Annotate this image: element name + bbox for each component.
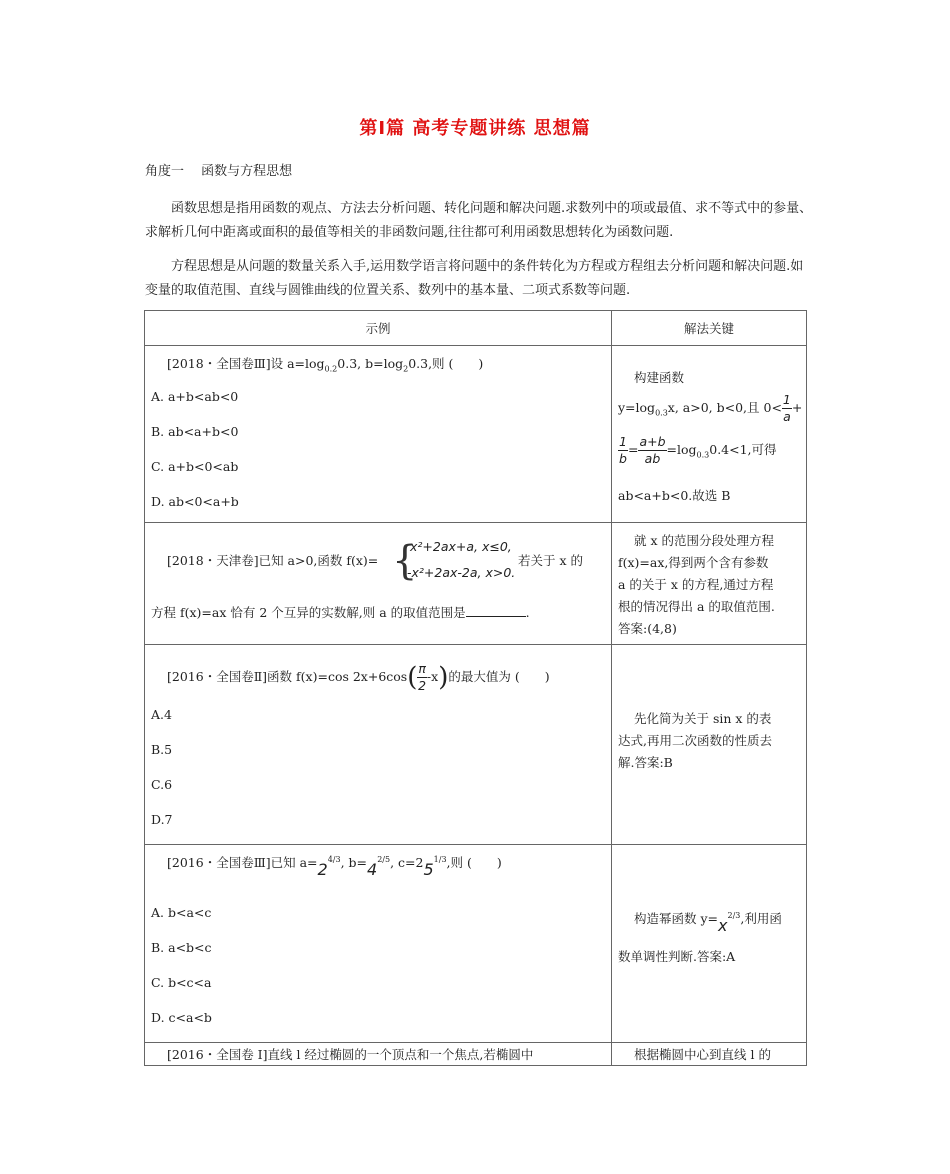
question-text: [2016・全国卷Ⅱ]函数 f(x)=cos 2x+6cos — [167, 669, 408, 684]
key-cell — [612, 1043, 806, 1065]
option-b: B. a<b<c — [151, 940, 212, 955]
option-c: C. a+b<0<ab — [151, 459, 239, 474]
key-line: f(x)=ax,得到两个含有参数 — [618, 555, 769, 570]
question-text: ,则 ( ) — [446, 855, 502, 870]
left-paren: ( — [407, 662, 418, 693]
fraction-numerator: π — [418, 661, 426, 676]
option-b: B. ab<a+b<0 — [151, 424, 239, 439]
option-d: D.7 — [151, 812, 173, 827]
key-line: 根据椭圆中心到直线 l 的 — [634, 1047, 771, 1062]
key-text: =log — [666, 442, 697, 457]
power-exponent: 1/3 — [433, 854, 447, 864]
table-row — [145, 845, 807, 1043]
fraction-denominator: b — [619, 451, 627, 466]
question-text: 方程 f(x)=ax 恰有 2 个互异的实数解,则 a 的取值范围是 — [151, 605, 466, 620]
option-a: A. b<a<c — [151, 905, 212, 920]
question-text: , b= — [340, 855, 368, 870]
key-cell — [612, 845, 806, 1042]
key-line: 构建函数 — [634, 370, 685, 385]
option-d: D. ab<0<a+b — [151, 494, 239, 509]
brace-symbol: { — [392, 538, 418, 584]
table-row — [145, 523, 807, 645]
answer-blank — [466, 604, 526, 617]
piecewise-case-1: x²+2ax+a, x≤0, — [410, 539, 512, 554]
question-text: . — [525, 605, 530, 620]
key-cell — [612, 645, 806, 844]
power-exponent: 2/5 — [377, 854, 391, 864]
key-line: 就 x 的范围分段处理方程 — [634, 533, 774, 548]
example-cell — [145, 346, 611, 522]
subscript: 0.2 — [324, 364, 338, 374]
key-text: y=log — [618, 400, 656, 415]
section-heading: 角度一 函数与方程思想 — [145, 164, 293, 179]
key-line: ab<a+b<0.故选 B — [618, 488, 731, 503]
key-line: 数单调性判断.答案:A — [618, 949, 736, 964]
table-row — [145, 645, 807, 845]
key-text: 构造幂函数 y= — [634, 911, 719, 926]
key-text: = — [627, 442, 639, 457]
key-line: a 的关于 x 的方程,通过方程 — [618, 577, 774, 592]
option-a: A.4 — [151, 707, 172, 722]
paragraph-function-thinking: 函数思想是指用函数的观点、方法去分析问题、转化问题和解决问题.求数列中的项或最值、求不等式中的参量、求解析几何中距离或面积的最值等相关的非函数问题,往往都可利用函数思想转化为函数问题. — [145, 201, 813, 240]
question-text: [2018・全国卷Ⅲ]设 a=log — [167, 356, 325, 371]
fraction-numerator: 1 — [619, 434, 627, 449]
key-cell — [612, 346, 806, 522]
example-cell — [145, 523, 611, 644]
question-text: 的最大值为 ( ) — [448, 669, 550, 684]
key-text: + — [791, 400, 803, 415]
power-base: 2 — [317, 860, 328, 879]
key-text: x, a>0, b<0,且 0< — [667, 400, 782, 415]
fraction-denominator: 2 — [418, 678, 427, 693]
paragraph-equation-thinking: 方程思想是从问题的数量关系入手,运用数学语言将问题中的条件转化为方程或方程组去分析问题和解决问题.如变量的取值范围、直线与圆锥曲线的位置关系、数列中的基本量、二项式系数等问题. — [145, 259, 804, 298]
power-base: x — [718, 916, 728, 935]
fraction-denominator: ab — [644, 451, 661, 466]
key-text: ,利用函 — [740, 911, 782, 926]
piecewise-case-2: -x²+2ax-2a, x>0. — [407, 565, 516, 580]
option-c: C.6 — [151, 777, 173, 792]
key-line: 先化简为关于 sin x 的表 — [634, 711, 772, 726]
key-line: 答案:(4,8) — [618, 621, 677, 636]
fraction-numerator: 1 — [782, 392, 791, 407]
example-cell — [145, 1043, 611, 1065]
right-paren: ) — [438, 662, 449, 693]
key-text: 0.4<1,可得 — [709, 442, 777, 457]
question-text: [2016・全国卷Ⅲ]已知 a= — [167, 855, 318, 870]
option-a: A. a+b<ab<0 — [151, 389, 239, 404]
question-text: [2016・全国卷 Ⅰ]直线 l 经过椭圆的一个顶点和一个焦点,若椭圆中 — [167, 1047, 534, 1062]
power-exponent: 4/3 — [327, 854, 341, 864]
subscript: 2 — [403, 364, 409, 374]
table-row — [145, 1043, 807, 1066]
option-b: B.5 — [151, 742, 173, 757]
key-line: 达式,再用二次函数的性质去 — [618, 733, 772, 748]
key-cell — [612, 523, 806, 644]
fraction-denominator: a — [783, 409, 791, 424]
option-d: D. c<a<b — [151, 1010, 212, 1025]
question-text: 若关于 x 的 — [518, 553, 583, 568]
question-text: -x — [426, 669, 439, 684]
example-cell — [145, 845, 611, 1042]
question-text: 0.3, b=log — [337, 356, 404, 371]
power-exponent: 2/3 — [727, 910, 741, 920]
question-text: [2018・天津卷]已知 a>0,函数 f(x)= — [167, 553, 379, 568]
power-base: 5 — [423, 860, 434, 879]
subscript: 0.3 — [655, 408, 668, 418]
subscript: 0.3 — [696, 450, 710, 460]
power-base: 4 — [367, 860, 378, 879]
page-title: 第Ⅰ篇 高考专题讲练 思想篇 — [359, 118, 591, 139]
header-key-method: 解法关键 — [612, 311, 807, 346]
question-text: , c=2 — [390, 855, 424, 870]
key-line: 解.答案:B — [618, 755, 673, 770]
question-text: 0.3,则 ( ) — [408, 356, 484, 371]
header-examples: 示例 — [145, 311, 612, 346]
table-row — [145, 346, 807, 523]
key-line: 根的情况得出 a 的取值范围. — [618, 599, 775, 614]
examples-table — [144, 310, 807, 1066]
fraction-numerator: a+b — [639, 434, 666, 449]
option-c: C. b<c<a — [151, 975, 212, 990]
example-cell — [145, 645, 611, 844]
